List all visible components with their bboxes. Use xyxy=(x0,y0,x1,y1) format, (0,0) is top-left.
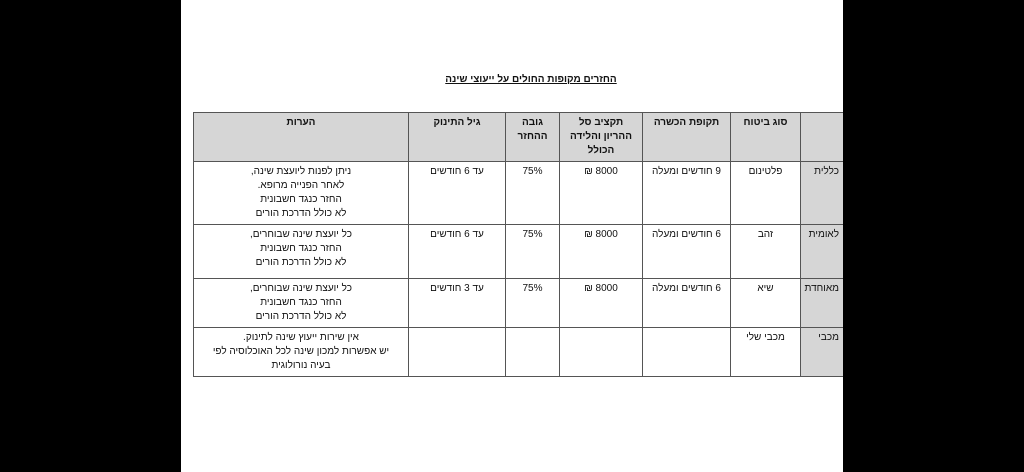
table-row xyxy=(194,162,844,225)
note-line: לאחר הפנייה מרופא. xyxy=(257,180,345,191)
notes xyxy=(194,162,409,225)
note-line: לא כולל הדרכת הורים xyxy=(255,311,347,322)
refund-rate xyxy=(506,328,560,377)
header-corner xyxy=(801,113,844,162)
refund-rate: 75% xyxy=(506,162,560,225)
note-line: החזר כנגד חשבונית xyxy=(260,194,342,205)
note-line: בעיה נורולוגית xyxy=(271,360,331,371)
document-title: החזרים מקופות החולים על ייעוצי שינה xyxy=(445,74,617,85)
budget: 8000 ₪ xyxy=(560,225,643,279)
header-refund-line: ההחזר xyxy=(517,131,548,142)
table-row xyxy=(194,225,844,279)
qualifying-period: 9 חודשים ומעלה xyxy=(643,162,731,225)
notes xyxy=(194,279,409,328)
baby-age: עד 6 חודשים xyxy=(409,162,506,225)
header-budget-line: ההריון והלידה xyxy=(570,131,632,142)
budget: 8000 ₪ xyxy=(560,162,643,225)
note-line: יש אפשרות למכון שינה לכל האוכלוסיה לפי xyxy=(212,346,390,357)
note-line: ניתן לפנות ליועצת שינה, xyxy=(250,166,352,177)
notes xyxy=(194,328,409,377)
baby-age xyxy=(409,328,506,377)
note-line: כל יועצת שינה שבוחרים, xyxy=(250,229,352,240)
qualifying-period xyxy=(643,328,731,377)
fund-name: מכבי xyxy=(801,328,844,377)
header-qualifying-period: תקופת הכשרה xyxy=(643,113,731,162)
header-budget-line: הכולל xyxy=(587,145,615,156)
qualifying-period: 6 חודשים ומעלה xyxy=(643,279,731,328)
header-baby-age: גיל התינוק xyxy=(409,113,506,162)
note-line: החזר כנגד חשבונית xyxy=(260,297,342,308)
budget: 8000 ₪ xyxy=(560,279,643,328)
table-row xyxy=(194,279,844,328)
insurance-type: פלטינום xyxy=(731,162,801,225)
baby-age: עד 3 חודשים xyxy=(409,279,506,328)
qualifying-period: 6 חודשים ומעלה xyxy=(643,225,731,279)
header-refund-rate xyxy=(506,113,560,162)
baby-age: עד 6 חודשים xyxy=(409,225,506,279)
note-line: אין שירות ייעוץ שינה לתינוק. xyxy=(243,332,359,343)
note-line: לא כולל הדרכת הורים xyxy=(255,208,347,219)
table-row xyxy=(194,328,844,377)
refund-rate: 75% xyxy=(506,225,560,279)
insurance-type: זהב xyxy=(731,225,801,279)
header-budget xyxy=(560,113,643,162)
insurance-type: שיא xyxy=(731,279,801,328)
note-line: לא כולל הדרכת הורים xyxy=(255,257,347,268)
budget xyxy=(560,328,643,377)
refund-table xyxy=(193,112,843,377)
header-notes: הערות xyxy=(194,113,409,162)
header-row xyxy=(194,113,844,162)
fund-name: לאומית xyxy=(801,225,844,279)
header-budget-line: תקציב סל xyxy=(578,117,624,128)
insurance-type: מכבי שלי xyxy=(731,328,801,377)
header-refund-line: גובה xyxy=(522,117,543,128)
fund-name: מאוחדת xyxy=(801,279,844,328)
note-line: כל יועצת שינה שבוחרים, xyxy=(250,283,352,294)
refund-rate: 75% xyxy=(506,279,560,328)
notes xyxy=(194,225,409,279)
document-page xyxy=(181,0,843,472)
note-line: החזר כנגד חשבונית xyxy=(260,243,342,254)
fund-name: כללית xyxy=(801,162,844,225)
header-insurance-type: סוג ביטוח xyxy=(731,113,801,162)
